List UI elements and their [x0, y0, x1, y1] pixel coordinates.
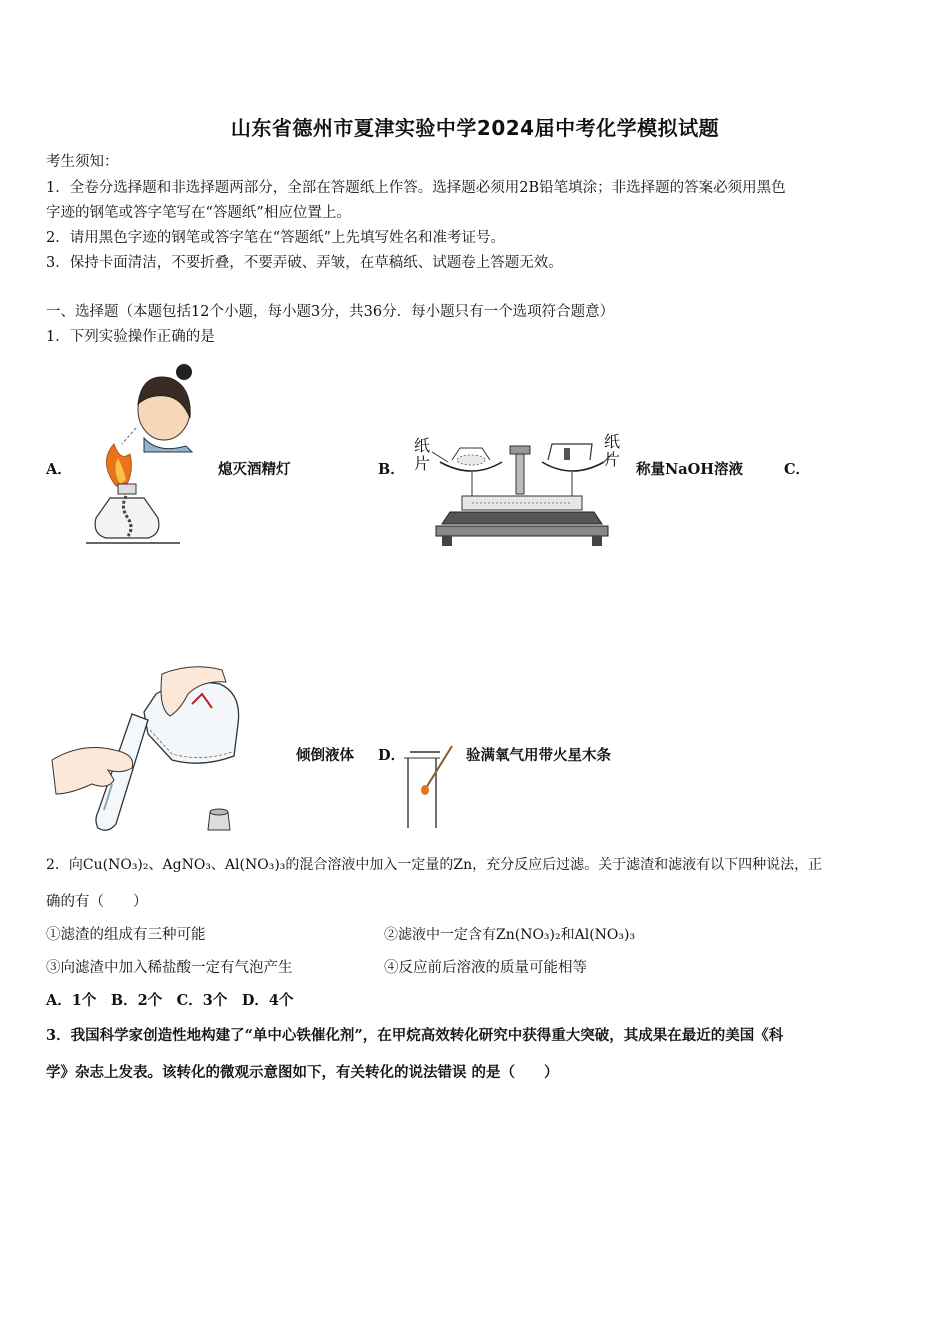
paper-label-left: 纸片 — [414, 438, 431, 473]
q1-option-c-letter[interactable]: C． — [784, 461, 811, 478]
q3-stem-line1: 3．我国科学家创造性地构建了“单中心铁催化剂”，在甲烷高效转化研究中获得重大突破，其成果在最近的美国《科 — [46, 1027, 784, 1044]
notice-item: 字迹的钢笔或答字笔写在“答题纸”相应位置上。 — [46, 205, 351, 221]
notice-item: 3．保持卡面清洁，不要折叠，不要弄破、弄皱，在草稿纸、试题卷上答题无效。 — [46, 255, 563, 271]
q3-stem-line2: 学》杂志上发表。该转化的微观示意图如下，有关转化的说法错误 的是（ ） — [46, 1064, 559, 1081]
balance-figure — [432, 440, 612, 552]
q1-option-b-text: 称量NaOH溶液 — [636, 461, 743, 478]
pouring-liquid-figure — [52, 664, 252, 836]
q2-statement-3: ③向滤渣中加入稀盐酸一定有气泡产生 — [46, 960, 293, 976]
q1-option-d-text: 验满氧气用带火星木条 — [466, 747, 611, 764]
section-heading: 一、选择题（本题包括12个小题，每小题3分，共36分．每小题只有一个选项符合题意） — [46, 304, 615, 320]
q2-statement-1: ①滤渣的组成有三种可能 — [46, 927, 206, 943]
q2-statement-2: ②滤液中一定含有Zn(NO₃)₂和Al(NO₃)₃ — [384, 927, 636, 943]
q1-option-b-letter[interactable]: B． — [378, 461, 405, 478]
reagent-bottle-icon — [144, 682, 239, 763]
q2-stem-line2: 确的有（ ） — [46, 894, 148, 910]
glowing-tip-icon — [421, 785, 429, 795]
paper-label-right: 纸片 — [604, 434, 621, 469]
q2-choices[interactable]: A．1个 B．2个 C．3个 D．4个 — [46, 992, 294, 1009]
q1-option-a-letter[interactable]: A． — [46, 461, 72, 478]
notice-item: 1．全卷分选择题和非选择题两部分，全部在答题纸上作答。选择题必须用2B铅笔填涂；非选择题的答案必须用黑色 — [46, 180, 786, 196]
q2-statement-4: ④反应前后溶液的质量可能相等 — [384, 960, 587, 976]
q1-option-c-text: 倾倒液体 — [296, 747, 354, 764]
notice-item: 2．请用黑色字迹的钢笔或答字笔在“答题纸”上先填写姓名和准考证号。 — [46, 230, 506, 246]
page-title: 山东省德州市夏津实验中学2024届中考化学模拟试题 — [230, 116, 720, 140]
q1-option-d-letter[interactable]: D． — [378, 747, 406, 764]
alcohol-lamp-figure — [84, 358, 204, 548]
gas-bottle-figure — [404, 744, 464, 830]
q1-stem: 1．下列实验操作正确的是 — [46, 329, 215, 345]
notice-header: 考生须知： — [46, 154, 119, 170]
q2-stem-line1: 2．向Cu(NO₃)₂、AgNO₃、Al(NO₃)₃的混合溶液中加入一定量的Zn，充分反应后过滤。关于滤渣和滤液有以下四种说法，正 — [46, 857, 823, 873]
q1-option-a-text: 熄灭酒精灯 — [218, 461, 291, 478]
